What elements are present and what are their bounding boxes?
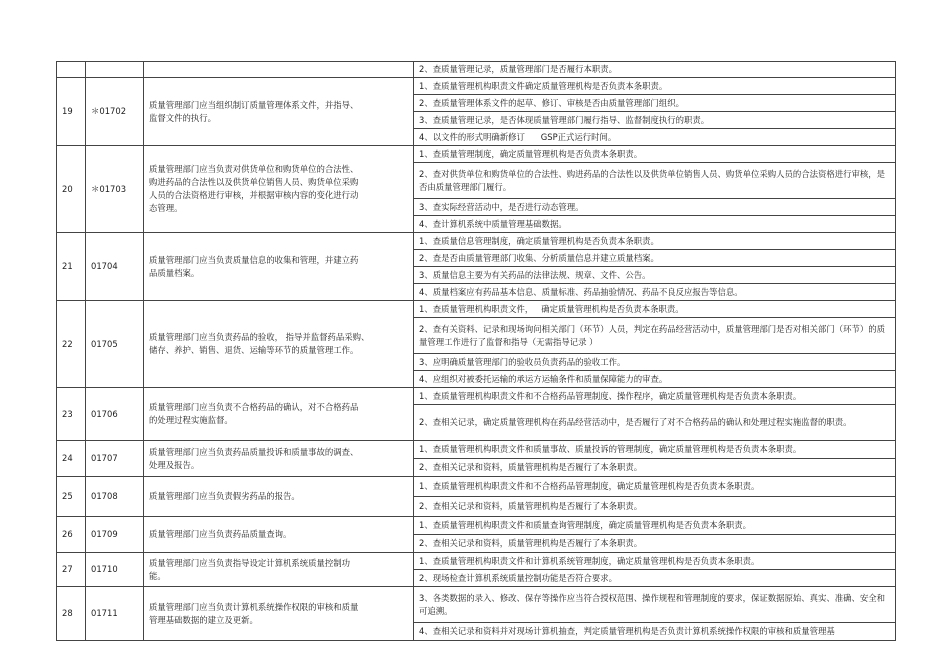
table-row bbox=[57, 301, 896, 318]
item-number: 26 bbox=[57, 517, 86, 553]
criteria-text: 1、查质量管理机构职责文件和质量查询管理制度，确定质量管理机构是否负责本条职责。 bbox=[419, 520, 751, 530]
criteria-cell bbox=[414, 517, 896, 535]
criteria-cell bbox=[414, 301, 896, 318]
requirement-text-line: 质量管理部门应当负责药品质量查询。 bbox=[149, 529, 292, 539]
criteria-cell bbox=[414, 459, 896, 477]
criteria-text: 4、查相关记录和资料并对现场计算机抽查，判定质量管理机构是否负责计算机系统操作权限的审核和质量管理基 bbox=[419, 626, 835, 636]
item-number: 27 bbox=[57, 553, 86, 587]
criteria-cell bbox=[414, 78, 896, 95]
item-code: ＊01703 bbox=[86, 146, 144, 233]
item-code bbox=[86, 62, 144, 78]
criteria-cell bbox=[414, 250, 896, 267]
item-code: 01709 bbox=[86, 517, 144, 553]
criteria-cell bbox=[414, 199, 896, 216]
requirement-cell bbox=[144, 441, 414, 477]
table-row bbox=[57, 441, 896, 459]
item-number bbox=[57, 62, 86, 78]
criteria-cell bbox=[414, 388, 896, 405]
requirement-cell bbox=[144, 388, 414, 441]
table-row bbox=[57, 553, 896, 570]
item-code: 01705 bbox=[86, 301, 144, 388]
criteria-text: 3、查实际经营活动中，是否进行动态管理。 bbox=[419, 201, 584, 212]
table-row bbox=[57, 517, 896, 535]
requirement-text-line: 质量管理部门应当负责对供货单位和购货单位的合法性、 bbox=[149, 164, 359, 174]
requirement-cell bbox=[144, 477, 414, 517]
requirement-text-line: 管理基础数据的建立及更新。 bbox=[149, 614, 258, 625]
item-number: 23 bbox=[57, 388, 86, 441]
criteria-text: 1、查质量管理制度，确定质量管理机构是否负责本条职责。 bbox=[419, 148, 643, 159]
criteria-cell bbox=[414, 497, 896, 517]
table-row bbox=[57, 233, 896, 250]
criteria-text: 1、查质量管理机构职责文件和计算机系统管理制度，确定质量管理机构是否负责本条职责。 bbox=[419, 555, 760, 566]
table-row bbox=[57, 78, 896, 95]
table-row bbox=[57, 388, 896, 405]
requirement-cell bbox=[144, 233, 414, 301]
requirement-text-line: 处理及报告。 bbox=[149, 459, 200, 470]
requirement-cell bbox=[144, 517, 414, 553]
criteria-cell bbox=[414, 95, 896, 112]
requirement-cell bbox=[144, 146, 414, 233]
criteria-text: 2、查质量管理体系文件的起草、修订、审核是否由质量管理部门组织。 bbox=[419, 97, 684, 108]
item-number: 25 bbox=[57, 477, 86, 517]
requirement-text-line: 质量管理部门应当负责假劣药品的报告。 bbox=[149, 491, 300, 501]
requirement-cell bbox=[144, 78, 414, 146]
item-number: 28 bbox=[57, 587, 86, 641]
criteria-cell bbox=[414, 623, 896, 641]
requirement-cell bbox=[144, 62, 414, 78]
criteria-text: 1、查质量管理机构职责文件和不合格药品管理制度、操作程序，确定质量管理机构是否负责本条职责。 bbox=[419, 390, 802, 401]
table-row bbox=[57, 587, 896, 623]
criteria-text: 3、查质量管理记录，是否体现质量管理部门履行指导、监督制度执行的职责。 bbox=[419, 114, 710, 125]
requirement-text-line: 质量管理部门应当负责不合格药品的确认，对不合格药品 bbox=[149, 402, 359, 412]
requirement-cell bbox=[144, 553, 414, 587]
criteria-cell bbox=[414, 284, 896, 301]
requirement-text-line: 质量管理部门应当组织制订质量管理体系文件，并指导、 bbox=[149, 99, 359, 110]
requirement-text-line: 能。 bbox=[149, 570, 166, 581]
criteria-text: 2、查质量管理记录，质量管理部门是否履行本职责。 bbox=[419, 64, 617, 74]
criteria-text: 2、查相关记录，确定质量管理机构在药品经营活动中，是否履行了对不合格药品的确认和处理过程实施监督的职责。 bbox=[419, 417, 852, 427]
criteria-cell bbox=[414, 216, 896, 233]
criteria-cell bbox=[414, 587, 896, 623]
requirement-text-line: 人员的合法资格进行审核，并根据审核内容的变化进行动 bbox=[149, 190, 359, 200]
criteria-text: 4、以文件的形式明确新修订 GSP正式运行时间。 bbox=[419, 131, 617, 142]
item-code: 01708 bbox=[86, 477, 144, 517]
item-number: 24 bbox=[57, 441, 86, 477]
requirement-cell bbox=[144, 301, 414, 388]
criteria-text: 1、查质量管理机构职责文件和不合格药品管理制度，确定质量管理机构是否负责本条职责。 bbox=[419, 481, 760, 491]
criteria-cell bbox=[414, 405, 896, 441]
item-code: ＊01702 bbox=[86, 78, 144, 146]
criteria-text: 4、查计算机系统中质量管理基础数据。 bbox=[419, 218, 567, 229]
criteria-text: 1、查质量管理机构职责文件， 确定质量管理机构是否负责本条职责。 bbox=[419, 303, 684, 314]
criteria-text: 2、查相关记录和资料，质量管理机构是否履行了本条职责。 bbox=[419, 462, 643, 472]
criteria-text: 2、现场检查计算机系统质量控制功能是否符合要求。 bbox=[419, 572, 617, 583]
requirement-text-line: 态管理。 bbox=[149, 203, 183, 213]
criteria-cell bbox=[414, 318, 896, 354]
criteria-cell bbox=[414, 570, 896, 587]
criteria-cell bbox=[414, 477, 896, 497]
criteria-cell bbox=[414, 62, 896, 78]
requirement-text-line: 质量管理部门应当负责指导设定计算机系统质量控制功 bbox=[149, 557, 350, 568]
criteria-text: 1、查质量信息管理制度，确定质量管理机构是否负责本条职责。 bbox=[419, 235, 659, 246]
requirement-text-line: 监督文件的执行。 bbox=[149, 112, 216, 123]
item-code: 01706 bbox=[86, 388, 144, 441]
item-number: 20 bbox=[57, 146, 86, 233]
item-number: 22 bbox=[57, 301, 86, 388]
criteria-text: 2、查有关资料、记录和现场询问相关部门（环节）人员，判定在药品经营活动中，质量管理部门是否对相关部门（环节）的质量管理工作进行了监督和指导（无需指导记录 ） bbox=[419, 323, 885, 347]
table-row bbox=[57, 146, 896, 163]
criteria-cell bbox=[414, 354, 896, 371]
requirement-cell bbox=[144, 587, 414, 641]
criteria-cell bbox=[414, 535, 896, 553]
criteria-cell bbox=[414, 553, 896, 570]
criteria-text: 1、查质量管理机构职责文件和质量事故、质量投诉的管理制度，确定质量管理机构是否负责本条职责。 bbox=[419, 444, 802, 454]
item-code: 01707 bbox=[86, 441, 144, 477]
criteria-text: 4、应组织对被委托运输的承运方运输条件和质量保障能力的审查。 bbox=[419, 373, 668, 384]
requirement-text-line: 品质量档案。 bbox=[149, 267, 200, 278]
criteria-text: 2、查相关记录和资料，质量管理机构是否履行了本条职责。 bbox=[419, 501, 643, 511]
requirement-text-line: 质量管理部门应当负责药品质量投诉和质量事故的调查、 bbox=[149, 446, 359, 457]
requirement-text-line: 购进药品的合法性以及供货单位销售人员、购货单位采购 bbox=[149, 177, 359, 187]
criteria-text: 2、查对供货单位和购货单位的合法性、购进药品的合法性以及供货单位销售人员、购货单位采购人员的合法资格进行审核，是否由质量管理部门履行。 bbox=[419, 168, 885, 192]
requirement-text-line: 的处理过程实施监督。 bbox=[149, 415, 233, 425]
criteria-text: 2、查是否由质量管理部门收集、分析质量信息并建立质量档案。 bbox=[419, 252, 659, 263]
criteria-table bbox=[56, 61, 896, 641]
requirement-text-line: 质量管理部门应当负责计算机系统操作权限的审核和质量 bbox=[149, 601, 359, 612]
item-number: 19 bbox=[57, 78, 86, 146]
item-code: 01704 bbox=[86, 233, 144, 301]
criteria-cell bbox=[414, 267, 896, 284]
criteria-cell bbox=[414, 371, 896, 388]
requirement-text-line: 质量管理部门应当负责药品的验收， 指导并监督药品采购、 bbox=[149, 332, 370, 342]
criteria-cell bbox=[414, 112, 896, 129]
item-number: 21 bbox=[57, 233, 86, 301]
criteria-text: 3、应明确质量管理部门的验收员负责药品的验收工作。 bbox=[419, 356, 626, 367]
criteria-text: 4、质量档案应有药品基本信息、质量标准、药品抽验情况、药品不良反应报告等信息。 bbox=[419, 286, 743, 297]
criteria-cell bbox=[414, 163, 896, 199]
requirement-text-line: 储存、养护、销售、退货、运输等环节的质量管理工作。 bbox=[149, 345, 359, 355]
criteria-text: 3、各类数据的录入、修改、保存等操作应当符合授权范围、操作规程和管理制度的要求，保证数据原始、真实、准确、安全和可追溯。 bbox=[419, 592, 885, 616]
criteria-cell bbox=[414, 146, 896, 163]
table-row bbox=[57, 62, 896, 78]
table-row bbox=[57, 477, 896, 497]
criteria-text: 3、质量信息主要为有关药品的法律法规、规章、文件、公告。 bbox=[419, 269, 651, 280]
inspection-table bbox=[56, 61, 896, 641]
criteria-cell bbox=[414, 441, 896, 459]
item-code: 01710 bbox=[86, 553, 144, 587]
criteria-cell bbox=[414, 129, 896, 146]
criteria-text: 2、查相关记录和资料，质量管理机构是否履行了本条职责。 bbox=[419, 538, 643, 548]
criteria-cell bbox=[414, 233, 896, 250]
requirement-text-line: 质量管理部门应当负责质量信息的收集和管理，并建立药 bbox=[149, 254, 359, 265]
criteria-text: 1、查质量管理机构职责文件确定质量管理机构是否负责本条职责。 bbox=[419, 80, 668, 91]
item-code: 01711 bbox=[86, 587, 144, 641]
